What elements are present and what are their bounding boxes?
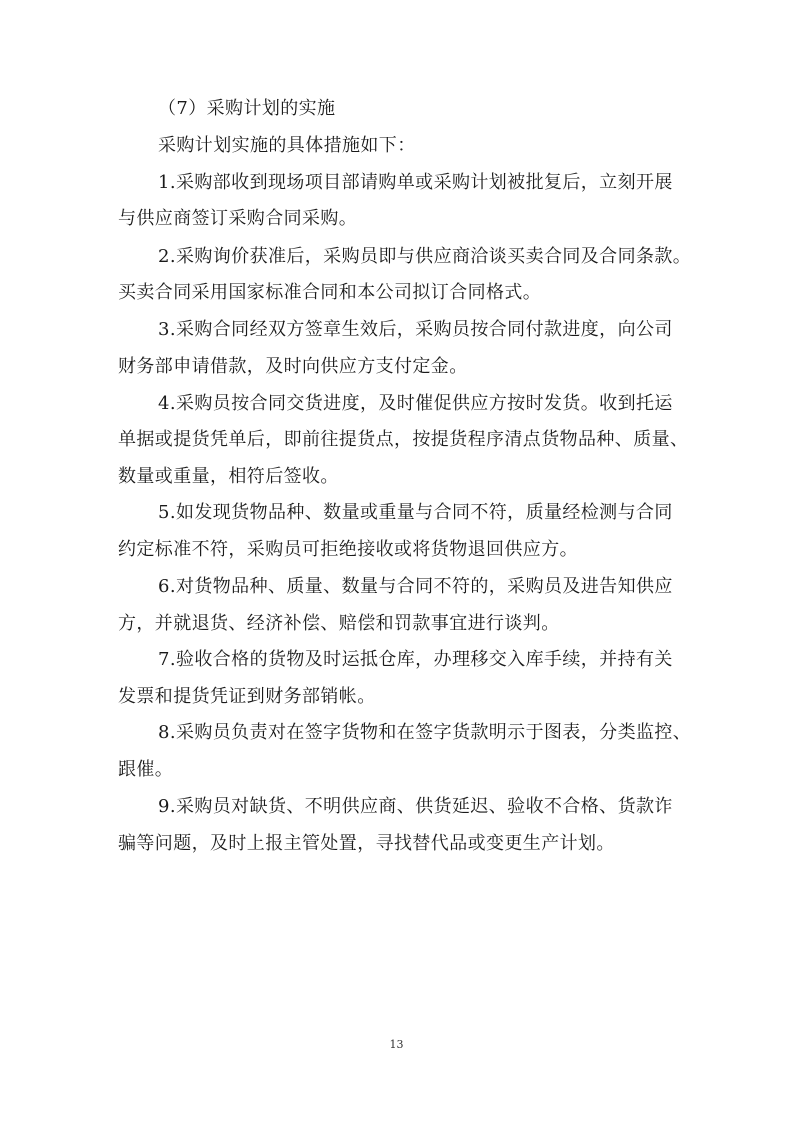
list-item-2-line-1: 2.采购询价获准后，采购员即与供应商洽谈买卖合同及合同条款。 — [158, 246, 692, 267]
list-item-3-line-2: 财务部申请借款，及时向供应方支付定金。 — [118, 356, 468, 377]
list-item-3-line-1: 3.采购合同经双方签章生效后，采购员按合同付款进度，向公司 — [158, 319, 673, 340]
list-item-4-line-2: 单据或提货凭单后，即前往提货点，按提货程序清点货物品种、质量、 — [118, 429, 689, 450]
list-item-9-line-1: 9.采购员对缺货、不明供应商、供货延迟、验收不合格、货款诈 — [158, 796, 673, 817]
page-number: 13 — [389, 1038, 404, 1051]
list-item-7-line-2: 发票和提货凭证到财务部销帐。 — [118, 686, 376, 707]
list-item-6-line-2: 方，并就退货、经济补偿、赔偿和罚款事宜进行谈判。 — [118, 613, 560, 634]
list-item-5-line-2: 约定标准不符，采购员可拒绝接收或将货物退回供应方。 — [118, 539, 578, 560]
list-item-1-line-2: 与供应商签订采购合同采购。 — [118, 208, 358, 229]
list-item-1-line-1: 1.采购部收到现场项目部请购单或采购计划被批复后，立刻开展 — [158, 172, 673, 193]
list-item-9-line-2: 骗等问题，及时上报主管处置，寻找替代品或变更生产计划。 — [118, 833, 615, 854]
list-item-4-line-3: 数量或重量，相符后签收。 — [118, 466, 339, 487]
section-heading: （7）采购计划的实施 — [158, 98, 336, 119]
list-item-7-line-1: 7.验收合格的货物及时运抵仓库，办理移交入库手续，并持有关 — [158, 649, 673, 670]
list-item-8-line-1: 8.采购员负责对在签字货物和在签字货款明示于图表，分类监控、 — [158, 722, 692, 743]
intro-text: 采购计划实施的具体措施如下： — [158, 135, 416, 156]
list-item-2-line-2: 买卖合同采用国家标准合同和本公司拟订合同格式。 — [118, 282, 542, 303]
list-item-4-line-1: 4.采购员按合同交货进度，及时催促供应方按时发货。收到托运 — [158, 393, 673, 414]
list-item-8-line-2: 跟催。 — [118, 759, 174, 780]
list-item-5-line-1: 5.如发现货物品种、数量或重量与合同不符，质量经检测与合同 — [158, 502, 673, 523]
list-item-6-line-1: 6.对货物品种、质量、数量与合同不符的，采购员及进告知供应 — [158, 576, 673, 597]
